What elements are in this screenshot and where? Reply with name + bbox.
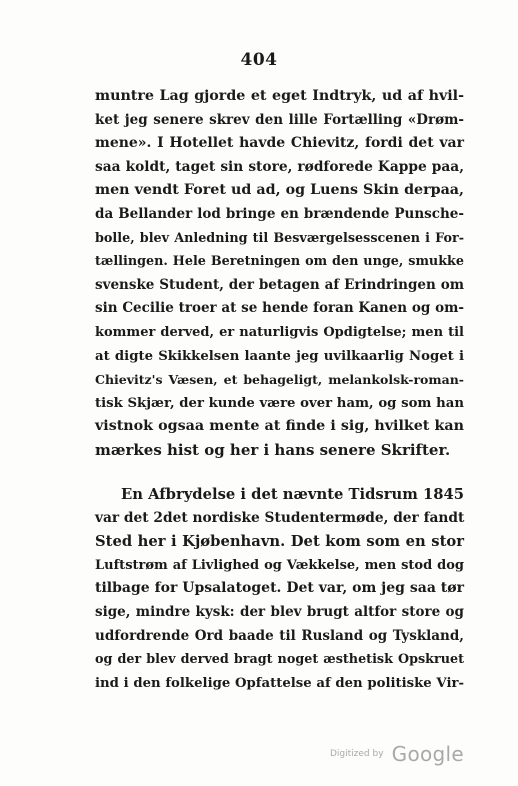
paragraph-2 xyxy=(95,483,464,695)
watermark-prefix: Digitized by xyxy=(330,749,384,759)
page-number: 404 xyxy=(240,50,278,70)
text-line: da Bellander lod bringe en brændende Punsche- xyxy=(95,205,464,222)
text-line: ind i den folkelige Opfattelse af den politiske Vir- xyxy=(95,675,464,691)
text-line: sige, mindre kysk: der blev brugt altfor store og xyxy=(95,603,464,620)
text-line: ket jeg senere skrev den lille Fortælling «Drøm- xyxy=(95,111,464,128)
text-line: kommer derved, er naturligvis Opdigtelse; men til xyxy=(95,324,464,340)
text-line: bolle, blev Anledning til Besværgelsesscenen i For- xyxy=(95,230,464,246)
text-line: var det 2det nordiske Studentermøde, der fandt xyxy=(95,509,465,526)
text-line: Chievitz's Væsen, et behageligt, melankolsk-roman- xyxy=(95,372,464,388)
text-line: En Afbrydelse i det nævnte Tidsrum 1845 xyxy=(121,486,465,503)
google-logo: Google xyxy=(391,742,464,766)
digitized-watermark xyxy=(330,742,480,772)
text-line: mene». I Hotellet havde Chievitz, fordi det var xyxy=(95,135,464,152)
text-line: tællingen. Hele Beretningen om den unge, smukke xyxy=(95,254,464,270)
text-line: Sted her i Kjøbenhavn. Det kom som en stor xyxy=(95,533,464,551)
text-line: tilbage for Upsalatoget. Det var, om jeg saa tør xyxy=(95,580,464,597)
text-line: og der blev derved bragt noget æsthetisk Opskruet xyxy=(95,652,464,668)
text-line: svenske Student, der betagen af Erindringen om xyxy=(95,276,464,293)
text-line: men vendt Foret ud ad, og Luens Skin derpaa, xyxy=(95,182,464,199)
text-line: muntre Lag gjorde et eget Indtryk, ud af hvil- xyxy=(95,88,464,104)
text-line: Luftstrøm af Livlighed og Vækkelse, men stod dog xyxy=(95,557,464,573)
text-line: at digte Skikkelsen laante jeg uvilkaarlig Noget i xyxy=(95,348,464,364)
paragraph-1 xyxy=(95,85,464,463)
text-line: udfordrende Ord baade til Rusland og Tyskland, xyxy=(95,627,464,644)
text-line: sin Cecilie troer at se hende foran Kanen og om- xyxy=(95,300,464,317)
text-line: saa koldt, taget sin store, rødforede Kappe paa, xyxy=(95,158,464,175)
text-line: tisk Skjær, der kunde være over ham, og som han xyxy=(95,395,464,411)
text-line: mærkes hist og her i hans senere Skrifter. xyxy=(95,440,451,459)
text-line: vistnok ogsaa mente at finde i sig, hvilket kan xyxy=(95,418,464,435)
